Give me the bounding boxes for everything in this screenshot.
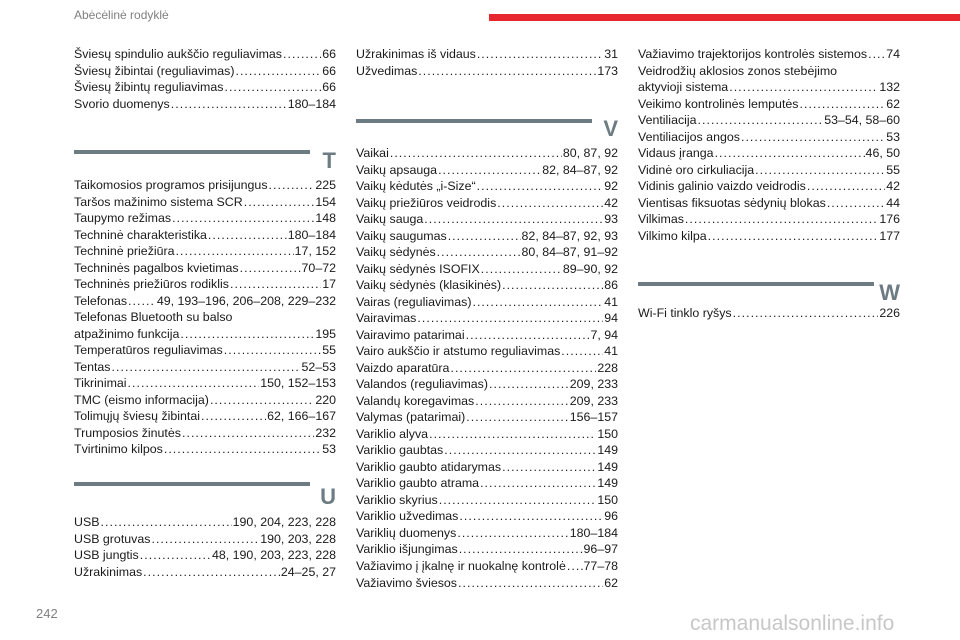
index-entry: [74, 47, 336, 62]
index-entry-leader: [283, 47, 321, 62]
index-entry-name: Tolimųjų šviesų žibintai: [74, 409, 201, 424]
index-entry-leader: [481, 262, 562, 277]
section-divider-w: [638, 282, 874, 286]
index-entry-leader: [201, 409, 266, 424]
index-entry-page: 150, 152–153: [260, 376, 336, 391]
index-entry-leader: [475, 394, 569, 409]
index-entry-page: 74: [886, 47, 900, 61]
index-entry-page: 7, 94: [590, 327, 618, 342]
index-entry-name: Vilkimo kilpa: [638, 228, 707, 243]
index-entry: [638, 306, 900, 321]
index-entry-name: aktyvioji sistema: [638, 80, 729, 95]
index-entry-name: Vaizdo aparatūra: [356, 360, 450, 375]
index-entry-page: 209, 233: [569, 377, 618, 392]
index-entry-page: 176: [879, 212, 900, 227]
index-entry-page: 62, 166–167: [267, 409, 336, 424]
index-entry-page: 173: [597, 63, 618, 78]
index-entry-page: 190, 204, 223, 228: [232, 515, 336, 529]
index-entry-page: 220: [315, 392, 336, 407]
index-entry-name: Vaikų apsauga: [356, 162, 438, 177]
index-entry-leader: [429, 427, 596, 442]
index-entry-name: Šviesų žibintai (reguliavimas): [74, 63, 235, 78]
index-entry-page: 53: [886, 129, 900, 144]
index-entry: [638, 146, 900, 161]
index-entry: [74, 426, 336, 441]
index-entry-leader: [472, 295, 603, 310]
index-entry-page: 96–97: [583, 542, 618, 557]
index-entry-leader: [235, 64, 321, 79]
index-entry: [74, 195, 336, 210]
index-entry-leader: [438, 163, 541, 178]
index-entry: [638, 47, 900, 62]
index-entry-name: Telefonas Bluetooth su balso: [74, 310, 233, 325]
index-entry: [356, 295, 618, 310]
index-entry-name: Variklio skyrius: [356, 492, 438, 507]
index-entry-leader: [444, 443, 596, 458]
index-entry-name: Vaikai: [356, 146, 389, 160]
index-entry-leader: [171, 97, 287, 112]
index-entry-leader: [208, 228, 287, 243]
index-entry: [356, 229, 618, 244]
index-entry: [356, 542, 618, 557]
index-entry-leader: [715, 146, 865, 161]
index-entry-page: 82, 84–87, 92: [542, 162, 618, 177]
index-entry: [638, 130, 900, 145]
index-entry-name: Tentas: [74, 359, 111, 374]
index-entry-leader: [439, 493, 597, 508]
index-entry: [356, 377, 618, 392]
index-entry: [356, 311, 618, 326]
index-entry-page: 94: [604, 311, 618, 326]
index-entry-page: 53–54, 58–60: [824, 113, 900, 128]
index-entry-leader: [210, 393, 314, 408]
index-entry-page: 41: [604, 344, 618, 359]
index-entry: [638, 179, 900, 194]
index-entry-page: 225: [315, 178, 336, 192]
index-entry-name: Variklio užvedimas: [356, 509, 459, 524]
index-entry-page: 92: [604, 179, 618, 194]
index-entry-name: Vidinė oro cirkuliacija: [638, 162, 755, 177]
index-entry-leader: [489, 377, 569, 392]
index-entry-name: Ventiliacijos angos: [638, 129, 740, 144]
index-entry-name: USB grotuvas: [74, 531, 151, 546]
index-entry: [74, 548, 336, 563]
index-entry: [356, 64, 618, 79]
index-entry-page: 41: [604, 294, 618, 309]
index-entry-name: Vairo aukščio ir atstumo reguliavimas: [356, 344, 561, 359]
index-entry-page: 80, 87, 92: [562, 146, 618, 160]
index-entry: [74, 376, 336, 391]
index-entry-page: 62: [886, 96, 900, 111]
index-entry-page: 53: [322, 442, 336, 457]
index-entry-page: 52–53: [301, 359, 336, 374]
index-entry-name: Wi-Fi tinklo ryšys: [638, 306, 732, 320]
index-entry-page: 195: [315, 326, 336, 341]
index-entry-page: 209, 233: [569, 393, 618, 408]
index-entry-page: 42: [604, 195, 618, 210]
index-entry: [356, 559, 618, 574]
index-entry-page: 82, 84–87, 92, 93: [521, 228, 618, 243]
index-entry: [638, 64, 900, 79]
index-entry-name: Valandų koregavimas: [356, 393, 475, 408]
index-entry-name: Taršos mažinimo sistema SCR: [74, 194, 243, 209]
index-entry: [74, 228, 336, 243]
index-entry: [356, 493, 618, 508]
index-entry-page: 89–90, 92: [562, 261, 618, 276]
index-entry-leader: [424, 212, 603, 227]
index-entry: [356, 394, 618, 409]
index-entry-page: 17, 152: [294, 244, 336, 259]
index-entry-page: 70–72: [301, 260, 336, 275]
index-entry-name: atpažinimo funkcija: [74, 326, 180, 341]
index-entry: [638, 113, 900, 128]
index-entry-page: 177: [879, 228, 900, 243]
index-entry: [74, 442, 336, 457]
index-entry-name: Svorio duomenys: [74, 96, 170, 111]
section-letter-w: W: [879, 280, 900, 305]
index-entry-name: Šviesų žibintų reguliavimas: [74, 80, 224, 95]
index-entry: [356, 146, 618, 161]
section-divider-v: [356, 119, 592, 123]
index-entry: [638, 212, 900, 227]
index-entry-page: 154: [315, 194, 336, 209]
index-entry-leader: [733, 306, 879, 321]
index-entry-name: Techninė charakteristika: [74, 227, 207, 242]
index-entry-leader: [827, 196, 885, 211]
index-entry-page: 49, 193–196, 206–208, 229–232: [156, 293, 336, 308]
index-entry: [74, 310, 336, 325]
index-entry-name: Tvirtinimo kilpos: [74, 442, 163, 457]
index-entry-name: Šviesų spindulio aukščio reguliavimas: [74, 47, 282, 61]
index-entry-leader: [450, 361, 596, 376]
index-entry-leader: [698, 113, 824, 128]
index-entry-name: Vaikų sėdynės ISOFIX: [356, 261, 480, 276]
index-entry-name: Važiavimo trajektorijos kontrolės sistemos: [638, 47, 868, 61]
index-entry: [74, 244, 336, 259]
index-entry-page: 180–184: [569, 525, 618, 540]
index-entry: [638, 163, 900, 178]
index-entry-page: 232: [315, 425, 336, 440]
header-accent-bar: [489, 14, 960, 21]
index-entry-leader: [868, 47, 885, 62]
index-entry: [356, 196, 618, 211]
index-entry: [356, 576, 618, 591]
index-entry-name: Taikomosios programos prisijungus: [74, 178, 268, 192]
index-entry-name: Vaikų sauga: [356, 212, 424, 227]
index-entry: [356, 163, 618, 178]
index-entry-name: Vairas (reguliavimas): [356, 294, 472, 309]
index-entry-page: 24–25, 27: [280, 564, 336, 579]
index-entry-leader: [230, 277, 321, 292]
index-entry-page: 42: [886, 179, 900, 194]
index-entry-leader: [457, 526, 568, 541]
index-entry-page: 132: [879, 80, 900, 95]
index-entry-page: 190, 203, 228: [260, 531, 336, 546]
index-entry-name: Variklio alyva: [356, 426, 429, 441]
index-entry-name: Užrakinimas: [74, 564, 143, 579]
index-entry-name: Temperatūros reguliavimas: [74, 343, 223, 358]
index-entry-page: 31: [604, 47, 618, 61]
index-entry-page: 228: [597, 360, 618, 375]
index-entry-name: Veidrodžių aklosios zonos stebėjimo: [638, 63, 838, 78]
index-entry: [356, 410, 618, 425]
index-entry-leader: [417, 311, 603, 326]
index-entry-name: Važiavimo šviesos: [356, 575, 457, 590]
index-entry: [356, 509, 618, 524]
index-entry-leader: [180, 327, 314, 342]
index-entry: [356, 443, 618, 458]
index-entry: [356, 47, 618, 62]
index-entry: [638, 80, 900, 95]
index-entry-name: Vaikų sėdynės: [356, 245, 436, 260]
index-entry-name: Valymas (patarimai): [356, 410, 466, 425]
index-entry: [638, 97, 900, 112]
index-entry-leader: [459, 509, 603, 524]
index-entry-leader: [140, 548, 211, 563]
index-entry-page: 180–184: [287, 96, 336, 111]
index-entry-leader: [240, 261, 301, 276]
index-entry-page: 149: [597, 443, 618, 458]
index-entry-page: 148: [315, 211, 336, 226]
index-entry-name: Techninė priežiūra: [74, 244, 175, 259]
watermark: carmanualsonline.info: [690, 612, 895, 635]
index-entry-page: 77–78: [583, 559, 618, 573]
index-entry-leader: [172, 211, 314, 226]
index-entry: [356, 212, 618, 227]
index-entry-name: Variklio gaubto atidarymas: [356, 459, 502, 474]
index-entry-page: 46, 50: [865, 146, 900, 161]
index-entry: [74, 565, 336, 580]
index-entry-leader: [224, 343, 321, 358]
index-entry-name: Variklio išjungimas: [356, 542, 458, 557]
index-entry-leader: [448, 229, 521, 244]
index-entry-page: 17: [322, 277, 336, 292]
index-entry-leader: [502, 278, 603, 293]
index-entry-name: Užvedimas: [356, 63, 418, 78]
page-number: 242: [36, 606, 58, 621]
index-entry-name: Telefonas: [74, 293, 128, 308]
index-entry: [638, 229, 900, 244]
index-entry: [356, 278, 618, 293]
index-entry-page: 150: [597, 492, 618, 507]
index-entry-name: Variklių duomenys: [356, 525, 457, 540]
index-entry-leader: [477, 47, 603, 62]
index-entry-leader: [269, 178, 315, 193]
index-entry: [74, 393, 336, 408]
index-entry: [74, 343, 336, 358]
index-entry-leader: [685, 212, 878, 227]
index-entry-name: Užrakinimas iš vidaus: [356, 47, 476, 61]
index-entry-name: TMC (eismo informacija): [74, 392, 209, 407]
index-entry-leader: [755, 163, 885, 178]
index-entry-page: 55: [322, 343, 336, 358]
index-entry-leader: [567, 559, 583, 574]
header-title: Abėcėlinė rodyklė: [74, 8, 169, 22]
index-entry-name: Tikrinimai: [74, 376, 127, 391]
index-entry-page: 156–157: [569, 410, 618, 425]
section-divider-u: [74, 482, 310, 486]
index-entry-leader: [799, 97, 885, 112]
section-letter-t: T: [322, 148, 336, 173]
index-entry: [74, 532, 336, 547]
index-entry-page: 96: [604, 509, 618, 524]
index-entry-leader: [459, 542, 583, 557]
index-entry-leader: [100, 515, 231, 530]
index-entry: [74, 277, 336, 292]
index-entry-leader: [151, 532, 259, 547]
index-entry-name: Vidinis galinio vaizdo veidrodis: [638, 179, 806, 194]
index-entry-name: Taupymo režimas: [74, 211, 172, 226]
index-entry-leader: [176, 244, 294, 259]
index-entry: [356, 526, 618, 541]
index-entry-page: 80, 84–87, 91–92: [521, 245, 618, 260]
index-entry: [638, 196, 900, 211]
index-entry: [74, 294, 336, 309]
index-entry: [356, 460, 618, 475]
index-entry: [74, 261, 336, 276]
index-entry: [74, 515, 336, 530]
index-entry: [74, 211, 336, 226]
index-entry-name: Vaikų sėdynės (klasikinės): [356, 278, 502, 293]
index-entry-page: 66: [322, 80, 336, 95]
index-entry: [74, 80, 336, 95]
index-entry-page: 66: [322, 47, 336, 61]
index-entry: [74, 409, 336, 424]
index-entry-name: Vientisas fiksuotas sėdynių blokas: [638, 195, 826, 210]
index-entry-name: Važiavimo į įkalnę ir nuokalnę kontrolė: [356, 559, 566, 573]
section-letter-u: U: [320, 484, 336, 509]
index-entry-leader: [741, 130, 885, 145]
index-entry-name: Variklio gaubto atrama: [356, 476, 480, 491]
index-entry-leader: [502, 460, 596, 475]
index-entry: [74, 327, 336, 342]
index-entry: [356, 262, 618, 277]
index-entry-page: 44: [886, 195, 900, 210]
index-entry-name: USB jungtis: [74, 548, 139, 563]
index-entry-leader: [497, 196, 603, 211]
index-entry-leader: [480, 476, 596, 491]
index-entry-name: Vilkimas: [638, 212, 684, 227]
index-entry-name: Veikimo kontrolinės lemputės: [638, 96, 799, 111]
index-entry-page: 149: [597, 476, 618, 491]
index-entry-leader: [128, 294, 156, 309]
index-entry: [74, 178, 336, 193]
index-entry-name: Vaikų kėdutės „i-Size“: [356, 179, 476, 194]
index-entry: [356, 476, 618, 491]
section-divider-t: [74, 150, 310, 154]
index-entry-leader: [561, 344, 603, 359]
index-entry-leader: [390, 146, 562, 161]
index-entry-page: 180–184: [287, 227, 336, 242]
index-entry-leader: [729, 80, 878, 95]
index-entry-page: 55: [886, 162, 900, 177]
index-entry-leader: [143, 565, 280, 580]
index-entry-name: Vairavimo patarimai: [356, 327, 465, 342]
index-entry-name: Variklio gaubtas: [356, 443, 444, 458]
index-entry-page: 66: [322, 63, 336, 78]
index-entry: [356, 179, 618, 194]
index-entry-page: 62: [604, 575, 618, 590]
index-entry: [74, 64, 336, 79]
index-entry-leader: [164, 442, 321, 457]
index-entry-name: Vairavimas: [356, 311, 417, 326]
index-entry-page: 226: [879, 306, 900, 320]
index-entry-leader: [128, 376, 260, 391]
index-entry-leader: [466, 410, 569, 425]
index-entry: [74, 97, 336, 112]
index-entry-name: Valandos (reguliavimas): [356, 377, 488, 392]
index-entry-name: Techninės priežiūros rodiklis: [74, 277, 229, 292]
index-entry-leader: [182, 426, 314, 441]
index-entry-page: 93: [604, 212, 618, 227]
index-entry: [356, 328, 618, 343]
index-entry-name: Ventiliacija: [638, 113, 697, 128]
index-entry-page: 48, 190, 203, 223, 228: [211, 548, 336, 563]
index-entry-leader: [418, 64, 596, 79]
index-entry-name: Techninės pagalbos kvietimas: [74, 260, 239, 275]
index-entry-page: 149: [597, 459, 618, 474]
index-entry-name: Vidaus įranga: [638, 146, 714, 161]
index-entry-leader: [458, 576, 603, 591]
index-entry-name: Trumposios žinutės: [74, 425, 181, 440]
index-entry-leader: [708, 229, 879, 244]
section-letter-v: V: [603, 116, 618, 141]
index-entry-page: 86: [604, 278, 618, 293]
index-entry-leader: [224, 80, 321, 95]
index-entry-leader: [477, 179, 604, 194]
index-entry-leader: [112, 360, 301, 375]
index-entry-name: Vaikų priežiūros veidrodis: [356, 195, 497, 210]
index-entry-name: USB: [74, 515, 100, 529]
index-entry-leader: [244, 195, 315, 210]
index-entry-leader: [437, 245, 521, 260]
index-entry-leader: [807, 179, 885, 194]
index-entry: [356, 427, 618, 442]
index-entry-page: 150: [597, 426, 618, 441]
index-entry: [356, 361, 618, 376]
index-entry: [356, 245, 618, 260]
index-entry-leader: [466, 328, 590, 343]
index-entry: [356, 344, 618, 359]
index-entry: [74, 360, 336, 375]
index-entry-name: Vaikų saugumas: [356, 228, 447, 243]
